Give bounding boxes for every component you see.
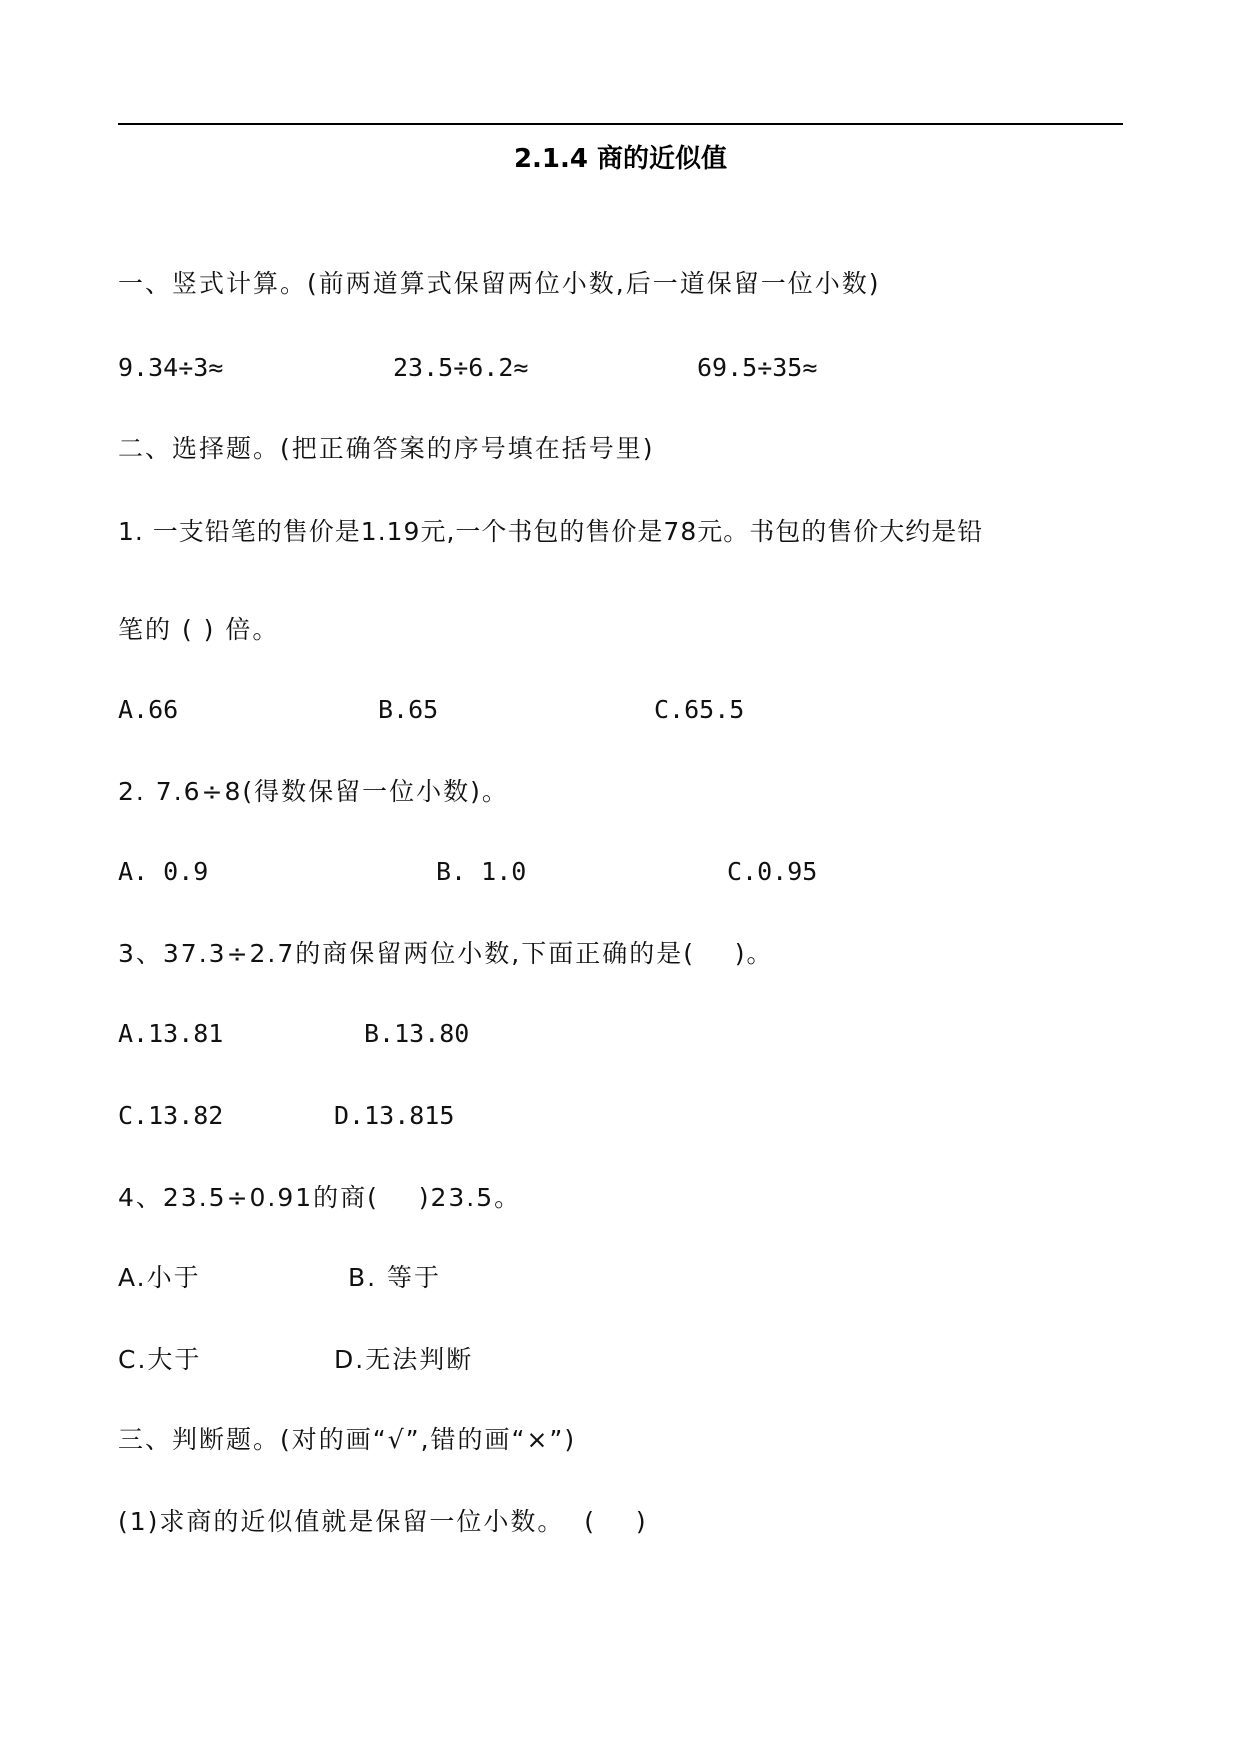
question-4-stem: 4、23.5÷0.91的商( )23.5。 (118, 1183, 522, 1212)
expression-2: 23.5÷6.2≈ (393, 353, 529, 382)
section-2-heading: 二、选择题。(把正确答案的序号填在括号里) (118, 434, 655, 463)
question-2-stem: 2. 7.6÷8(得数保留一位小数)。 (118, 777, 509, 806)
question-1-option-c: C.65.5 (654, 695, 745, 724)
question-4-option-c: C.大于 (118, 1345, 202, 1374)
section-3-heading: 三、判断题。(对的画“√”,错的画“×”) (118, 1425, 577, 1454)
header-divider (118, 123, 1123, 125)
question-1-option-a: A.66 (118, 695, 179, 724)
question-1-line-2: 笔的 ( ) 倍。 (118, 615, 280, 644)
question-3-stem: 3、37.3÷2.7的商保留两位小数,下面正确的是( )。 (118, 939, 774, 968)
question-3-option-b: B.13.80 (364, 1019, 470, 1048)
question-3-option-d: D.13.815 (334, 1101, 455, 1130)
question-4-option-a: A.小于 (118, 1263, 201, 1292)
question-3-option-a: A.13.81 (118, 1019, 224, 1048)
expression-3: 69.5÷35≈ (697, 353, 818, 382)
question-2-option-b: B. 1.0 (436, 857, 527, 886)
question-4-option-b: B. 等于 (348, 1263, 442, 1292)
question-2-option-a: A. 0.9 (118, 857, 209, 886)
question-1-option-b: B.65 (378, 695, 439, 724)
judgment-item-1: (1)求商的近似值就是保留一位小数。 ( ) (118, 1507, 648, 1536)
section-1-heading: 一、竖式计算。(前两道算式保留两位小数,后一道保留一位小数) (118, 269, 881, 298)
question-1-line-1: 1. 一支铅笔的售价是1.19元,一个书包的售价是78元。书包的售价大约是铅 (118, 517, 984, 546)
page-title: 2.1.4 商的近似值 (513, 144, 728, 174)
question-2-option-c: C.0.95 (727, 857, 818, 886)
question-3-option-c: C.13.82 (118, 1101, 224, 1130)
expression-1: 9.34÷3≈ (118, 353, 224, 382)
question-4-option-d: D.无法判断 (334, 1345, 474, 1374)
